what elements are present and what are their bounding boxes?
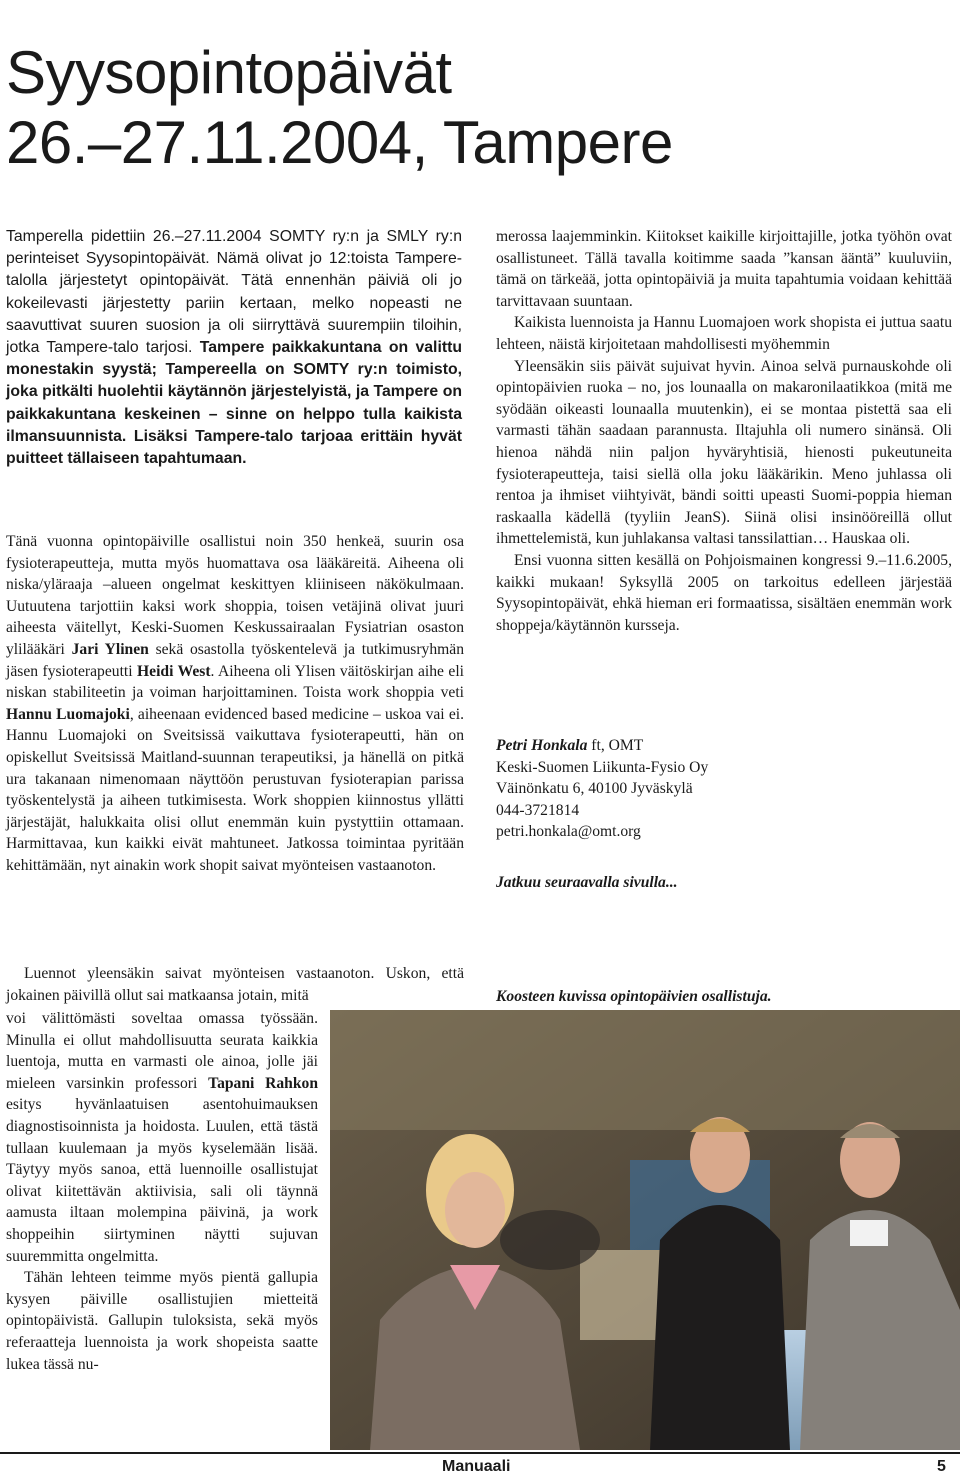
title-line-2: 26.–27.11.2004, Tampere: [6, 109, 673, 176]
body-text: voi välittömästi soveltaa omassa työssään. Minulla ei ollut mahdollisuutta seurata kaikkia luentoja, mutta en varmasti ole ainoa, jolle jäi mieleen varsinkin professori: [6, 1010, 318, 1092]
body-column-left-narrow: [6, 1008, 318, 1375]
person-name: Hannu Luomajoki: [6, 705, 130, 723]
body-paragraph-2: [6, 1008, 318, 1267]
body-text: esitys hyvänlaatuisen asentohuimauksen diagnostisoinnista ja hoidosta. Luulen, että tästä tullaan kuulemaan ja myös kyselemään lisää. Täytyy myös sanoa, että luennoille osallistujat olivat kiitettävän aktiivisia, sali oli täynnä aamusta iltaan molempina päivinä, ja work shoppeihin siirtyminen näytti sujuvan suuremmitta ongelmitta.: [6, 1096, 318, 1265]
body-paragraph-2-start: Luennot yleensäkin saivat myönteisen vastaanoton. Uskon, että jokainen päivillä ollut sai matkaansa jotain, mitä: [6, 965, 464, 1004]
body-column-left-wide-line: [6, 963, 464, 1006]
body-text: , aiheenaan evidenced based medicine – uskoa vai ei. Hannu Luomajoki on Sveitsissä vaikuttava fysioterapeutti, hän on opiskellut Sveitsissä Maitland-suunnan terapeutiksi, ja hänellä on pitkä ura takanaan nimenomaan näyttöön perustuvan fysioterapian parissa työskentelystä ja aiheen tutkimisesta. Work shoppien kiinnostus yllätti järjestäjät, halukkaita olisi ollut enemmän kuin pystyttiin ottamaan. Harmittavaa, kun kaikki eivät mahtuneet. Jatkossa toimintaa pyritään kehittämään, nyt ainakin work shopit saivat myönteisen vastaanoton.: [6, 705, 464, 874]
author-title: ft, OMT: [587, 737, 644, 754]
article-title: [6, 38, 946, 178]
lead-paragraph: [6, 226, 462, 470]
title-line-1: Syysopintopäivät: [6, 39, 452, 106]
photo-caption: Koosteen kuvissa opintopäivien osallistuja.: [496, 988, 772, 1005]
man1-jacket: [650, 1205, 790, 1450]
footer-page-number: 5: [937, 1458, 946, 1475]
author-name-line: [496, 735, 952, 757]
photo-illustration: [330, 1010, 960, 1450]
author-email: petri.honkala@omt.org: [496, 823, 641, 841]
woman-face: [445, 1172, 505, 1248]
body-text: Tänä vuonna opintopäiville osallistui noin 350 henkeä, suurin osa fysioterapeutteja, mutta myös huomattava osa lääkäreitä. Aiheena oli niska/yläraaja –alueen ongelmat keskittyen kliiniseen näkökulmaan. Uutuutena tarjottiin kaksi work shoppia, toisen vetäjinä olivat juuri aiheesta väitellyt, Keski-Suomen Keskussairaalan Fysiatrian osaston ylilääkäri: [6, 533, 464, 658]
body-paragraph-3: Tähän lehteen teimme myös pientä gallupia kysyen päiville osallistujien mietteitä opintopäivistä. Gallupin tuloksista, sekä myös referaatteja luennoista ja work shopeista saatte lukea tässä nu-: [6, 1269, 318, 1373]
lead-text-2: Tampere paikkakuntana on valittu monestakin syystä; Tampereella on SOMTY ry:n toimisto, joka pitkälti huolehtii käytännön järjestelyistä, ja Tampere on paikkakuntana keskeinen – sinne on helppo tulla kaikista ilmansuunnista. Lisäksi Tampere-talo tarjoaa erittäin hyvät puitteet tällaiseen tapahtumaan.: [6, 339, 462, 468]
body-column-right: [496, 226, 952, 636]
author-name: Petri Honkala: [496, 737, 588, 754]
author-address: Väinönkatu 6, 40100 Jyväskylä: [496, 780, 693, 798]
body-text: . Aiheena oli Ylisen väitöskirjan aihe eli niskan stabiliteetin ja voiman harjoittaminen. Toista work shoppia veti: [6, 662, 465, 702]
body-paragraph-5: Kaikista luennoista ja Hannu Luomajoen work shopista ei juttua saatu lehteen, näistä kirjoitetaan mahdollisesti myöhemmin: [496, 314, 952, 353]
author-org: Keski-Suomen Liikunta-Fysio Oy: [496, 758, 709, 776]
body-column-left: [6, 531, 464, 877]
lead-text-1: Tamperella pidettiin 26.–27.11.2004 SOMTY ry:n ja SMLY ry:n perinteiset Syysopintopäivät. Nämä olivat jo 12:toista Tampere-talolla järjestetyt opintopäivät. Tätä ennenhän päiviä oli jo kokeilevasti järjestetty pariin kertaan, melko nopeasti ne saavuttivat suuren suosion ja oli siirryttävä suurempiin tiloihin, jotka Tampere-talo tarjosi.: [6, 228, 462, 357]
body-paragraph-4: merossa laajemminkin. Kiitokset kaikille kirjoittajille, jotka työhön ovat osallistuneet. Tällä tavalla koitimme saada ”kansan ääntä” kuuluviin, tämä on tärkeää, jotta opintopäiviä ja muita tapahtumia voidaan kehittää tarvittavaan suuntaan.: [496, 228, 952, 310]
body-text: sekä osastolla työskentelevä ja tutkimusryhmän jäsen fysioterapeutti: [6, 640, 464, 680]
body-paragraph-1: [6, 531, 464, 877]
author-signature: [496, 735, 952, 843]
person-name: Tapani Rahkon: [208, 1074, 318, 1092]
author-phone: 044-3721814: [496, 801, 580, 819]
person-name: Heidi West: [137, 662, 211, 680]
name-badge: [850, 1220, 888, 1246]
continue-note: Jatkuu seuraavalla sivulla...: [496, 874, 678, 891]
body-paragraph-6: Yleensäkin siis päivät sujuivat hyvin. Ainoa selvä purnauskohde oli opintopäivien ruoka – no, jos lounaalla on makaronilaatikkoa (mitä me syödään oikeasti lounaalla muutenkin), ei se montaa pistettä saa eli varmasti tähän saadaan parannusta. Iltajuhla oli numero sinänsä. Oli hienoa nähdä niin paljon hyväryhtisiä, hienosti pukeutuneita fysioterapeutteja, taisi siellä olla joku lääkärikin. Meno juhlassa oli rentoa ja ihmiset viihtyivät, bändi soitti upeasti Suomi-poppia hieman raskaalla kädellä (tyyliin JeanS). Siinä olisi insinööreillä ollut ihmettelemistä, kun juhlakansa valtasi tanssilattian… Hauskaa oli.: [496, 357, 952, 548]
event-photo: [330, 1010, 960, 1450]
footer-magazine-name: Manuaali: [442, 1458, 511, 1475]
footer-rule: [0, 1452, 960, 1454]
person-name: Jari Ylinen: [71, 640, 149, 658]
body-paragraph-7: Ensi vuonna sitten kesällä on Pohjoismainen kongressi 9.–11.6.2005, kaikki mukaan! Syksyllä 2005 on tarkoitus edelleen järjestää Syysopintopäivät, ehkä hieman eri formaatissa, sisältäen enemmän work shoppeja/käytännön kursseja.: [496, 551, 952, 634]
